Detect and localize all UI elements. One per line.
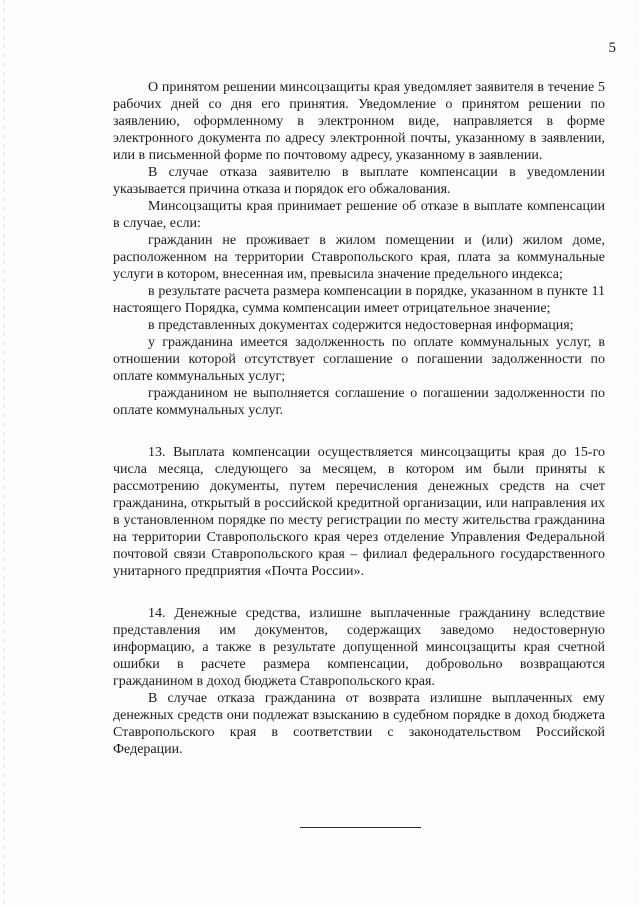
paragraph-ground-agreement: гражданином не выполняется соглашение о погашении задолженности по оплате коммунальных услуг. (113, 386, 605, 418)
paragraph-refusal-grounds-intro: Минсоцзащиты края принимает решение об отказе в выплате компенсации в случае, если: (113, 199, 605, 231)
paragraph-refusal-notice: В случае отказа заявителю в выплате компенсации в уведомлении указывается причина отказа и порядок его обжалования. (113, 165, 605, 197)
paragraph-item-13: 13. Выплата компенсации осуществляется минсоцзащиты края до 15-го числа месяца, следующего за месяцем, в котором им были приняты к рассмотрению документы, путем перечисления денежных средств на счет гражданина, открытый в российской кредитной организации, или направления их в установленном порядке по месту регистрации по месту жительства гражданина на территории Ставропольского края через отделение Управления Федеральной почтовой связи Ставропольского края – филиал федерального государственного унитарного предприятия «Почта России». (113, 445, 605, 579)
scan-edge-right (636, 0, 637, 905)
paragraph-ground-false-info: в представленных документах содержится недостоверная информация; (148, 318, 574, 333)
document-body (113, 79, 605, 758)
paragraph-refund-refusal: В случае отказа гражданина от возврата излишне выплаченных ему денежных средств они подлежат взысканию в судебном порядке в доход бюджета Ставропольского края в соответствии с законодательством Российской Федерации. (113, 691, 605, 757)
closing-rule (300, 827, 421, 828)
paragraph-notification: О принятом решении минсоцзащиты края уведомляет заявителя в течение 5 рабочих дней со дня его принятия. Уведомление о принятом решении по заявлению, оформленному в электронном виде, направляется в форме электронного документа по адресу электронной почты, указанному в заявлении, или в письменной форме по почтовому адресу, указанному в заявлении. (113, 80, 605, 163)
paragraph-ground-debt: у гражданина имеется задолженность по оплате коммунальных услуг, в отношении которой отсутствует соглашение о погашении задолженности по оплате коммунальных услуг; (113, 335, 605, 384)
page-number: 5 (608, 40, 616, 56)
paragraph-item-14: 14. Денежные средства, излишне выплаченные гражданину вследствие представления им документов, содержащих заведомо недостоверную информацию, а также в результате допущенной минсоцзащиты края счетной ошибки в расчете размера компенсации, добровольно возвращаются гражданином в доход бюджета Ставропольского края. (113, 606, 605, 689)
scan-edge-left (4, 0, 5, 905)
paragraph-ground-residence: гражданин не проживает в жилом помещении и (или) жилом доме, расположенном на территории Ставропольского края, плата за коммунальные услуги в котором, внесенная им, превысила значение предельного индекса; (113, 233, 605, 282)
paragraph-ground-negative-amount: в результате расчета размера компенсации в порядке, указанном в пункте 11 настоящего Порядка, сумма компенсации имеет отрицательное значение; (113, 284, 605, 316)
